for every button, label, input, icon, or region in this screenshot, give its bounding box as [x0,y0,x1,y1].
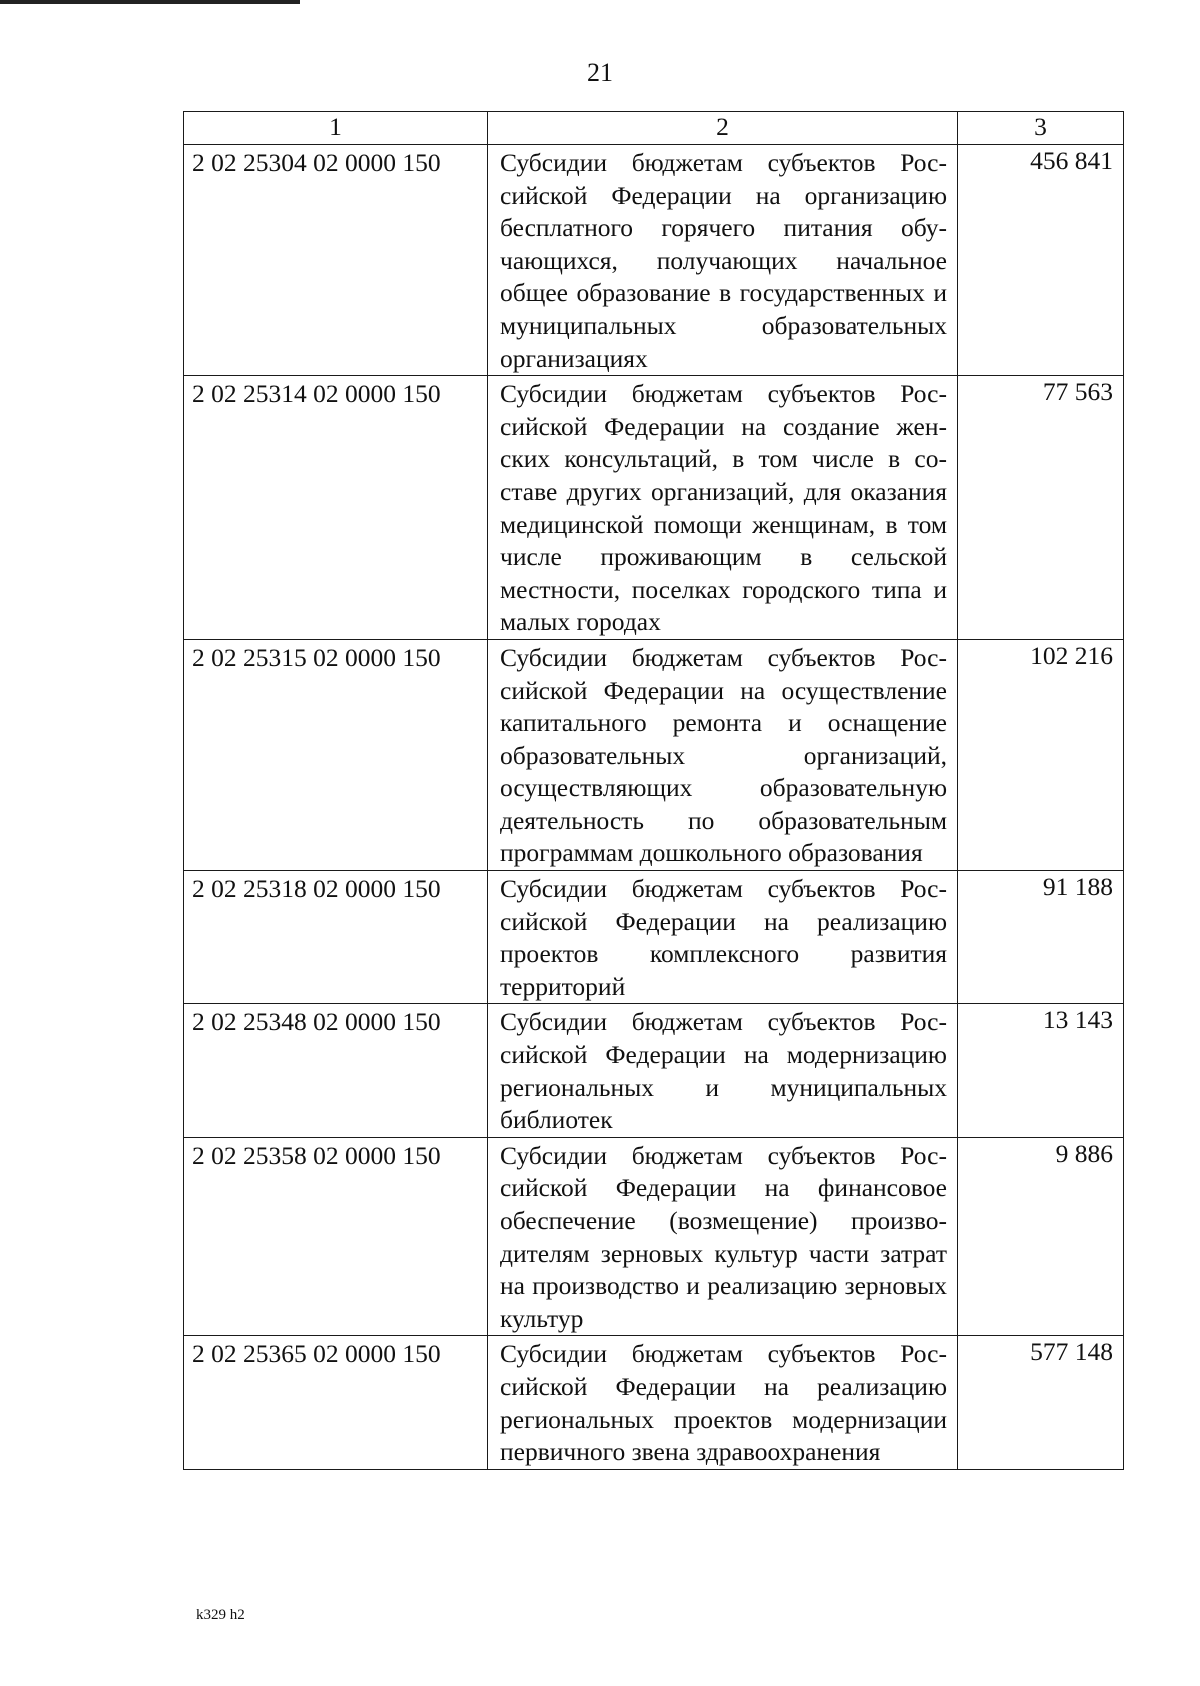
table-row [184,1336,1124,1469]
table-row [184,1137,1124,1336]
row-code: 2 02 25348 02 0000 150 [184,1004,488,1137]
row-code: 2 02 25358 02 0000 150 [184,1137,488,1336]
row-amount: 577 148 [958,1336,1124,1469]
top-border-rule [0,0,300,4]
row-amount: 9 886 [958,1137,1124,1336]
row-description: Субсидии бюджетам субъектов Российской Федерации на реализацию проектов комплексного развития территорий [488,871,958,1004]
row-amount: 77 563 [958,376,1124,640]
row-code: 2 02 25315 02 0000 150 [184,639,488,870]
row-code: 2 02 25365 02 0000 150 [184,1336,488,1469]
column-header-code: 1 [184,112,488,145]
page-number: 21 [587,58,613,87]
row-description: Субсидии бюджетам субъектов Российской Федерации на организацию бесплатного горячего питания обучающихся, получающих начальное общее образование в государственных и муниципальных образовательных организациях [488,145,958,376]
row-description: Субсидии бюджетам субъектов Российской Федерации на реализацию региональных проектов модернизации первичного звена здравоохранения [488,1336,958,1469]
table-header-row [184,112,1124,145]
row-description: Субсидии бюджетам субъектов Российской Федерации на финансовое обеспечение (возмещение) производителям зерновых культур части затрат на производство и реализацию зерновых культур [488,1137,958,1336]
table-row [184,145,1124,376]
table-row [184,639,1124,870]
row-amount: 91 188 [958,871,1124,1004]
row-code: 2 02 25318 02 0000 150 [184,871,488,1004]
row-code: 2 02 25304 02 0000 150 [184,145,488,376]
row-amount: 102 216 [958,639,1124,870]
row-amount: 456 841 [958,145,1124,376]
budget-table [183,111,1124,1470]
footer-document-mark: k329 h2 [196,1607,245,1623]
row-code: 2 02 25314 02 0000 150 [184,376,488,640]
table-row [184,376,1124,640]
row-amount: 13 143 [958,1004,1124,1137]
table-row [184,1004,1124,1137]
row-description: Субсидии бюджетам субъектов Российской Федерации на осуществление капитального ремонта и оснащение образовательных организаций, осуществляющих образовательную деятельность по образовательным программам дошкольного образования [488,639,958,870]
table-row [184,871,1124,1004]
column-header-amount: 3 [958,112,1124,145]
row-description: Субсидии бюджетам субъектов Российской Федерации на модернизацию региональных и муниципальных библиотек [488,1004,958,1137]
column-header-description: 2 [488,112,958,145]
row-description: Субсидии бюджетам субъектов Российской Федерации на создание женских консультаций, в том числе в составе других организаций, для оказания медицинской помощи женщинам, в том числе проживающим в сельской местности, поселках городского типа и малых городах [488,376,958,640]
